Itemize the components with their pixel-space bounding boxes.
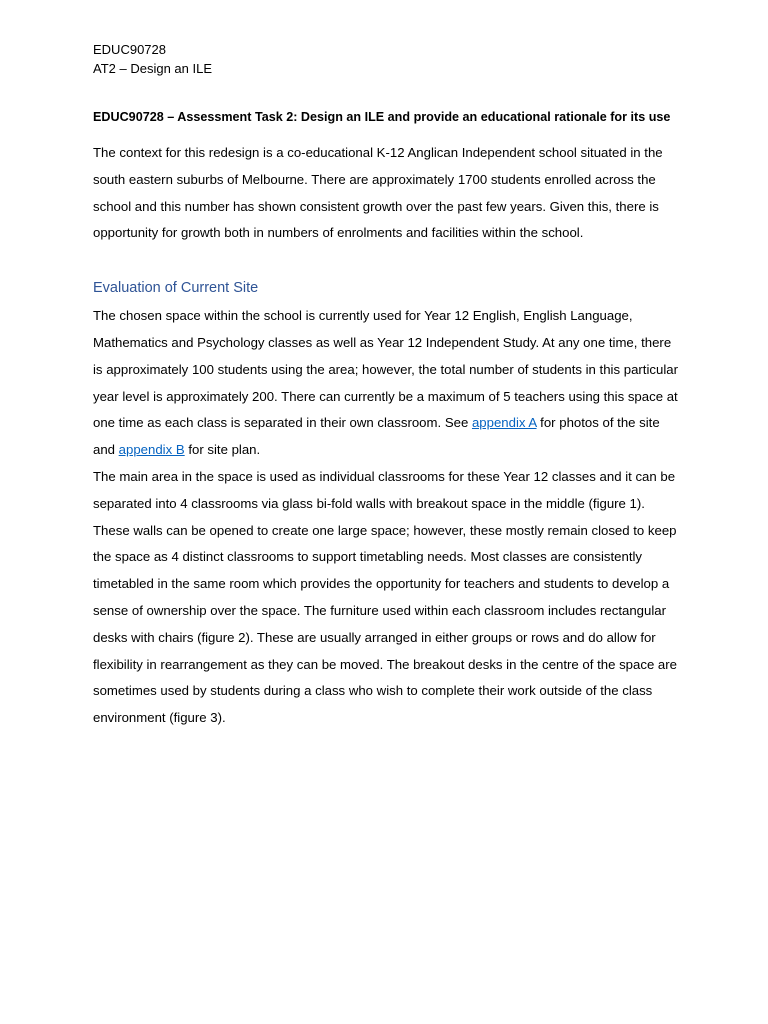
document-page (93, 40, 683, 732)
section-paragraph-2: The main area in the space is used as individual classrooms for these Year 12 classes and it can be separated into 4 classrooms via glass bi-fold walls with breakout space in the middle (figure 1). These walls can be opened to create one large space; however, these mostly remain closed to keep the space as 4 distinct classrooms to support timetabling needs. Most classes are consistently timetabled in the same room which provides the opportunity for teachers and students to develop a sense of ownership over the space. The furniture used within each classroom includes rectangular desks with chairs (figure 2). These are usually arranged in either groups or rows and do allow for flexibility in rearrangement as they can be moved. The breakout desks in the centre of the space are sometimes used by students during a class who wish to complete their work outside of the class environment (figure 3). (93, 468, 677, 726)
section-paragraph-1 (93, 303, 683, 464)
appendix-b-link[interactable]: appendix B (118, 442, 185, 458)
intro-paragraph: The context for this redesign is a co-educational K-12 Anglican Independent school situated in the south eastern suburbs of Melbourne. There are approximately 1700 students enrolled across the school and this number has shown consistent growth over the past few years. Given this, there is opportunity for growth both in numbers of enrolments and facilities within the school. (93, 145, 663, 241)
paragraph-1-text: The chosen space within the school is currently used for Year 12 English, English Language, Mathematics and Psychology classes as well as Year 12 Independent Study. At any one time, there is approximately 100 students using the area; however, the total number of students in this particular year level is approximately 200. There can currently be a maximum of 5 teachers using this space at one time as each class is separated in their own classroom. See (93, 308, 678, 431)
paragraph-1-mid-text: for photos of the site and (93, 415, 660, 458)
course-code: EDUC90728 (93, 42, 166, 57)
paragraph-1-end-text: for site plan. (184, 442, 261, 458)
section-heading: Evaluation of Current Site (93, 280, 259, 297)
document-title: EDUC90728 – Assessment Task 2: Design an ILE and provide an educational rationale for its use (93, 110, 671, 124)
task-short-title: AT2 – Design an ILE (93, 61, 212, 76)
appendix-a-link[interactable]: appendix A (471, 415, 537, 431)
